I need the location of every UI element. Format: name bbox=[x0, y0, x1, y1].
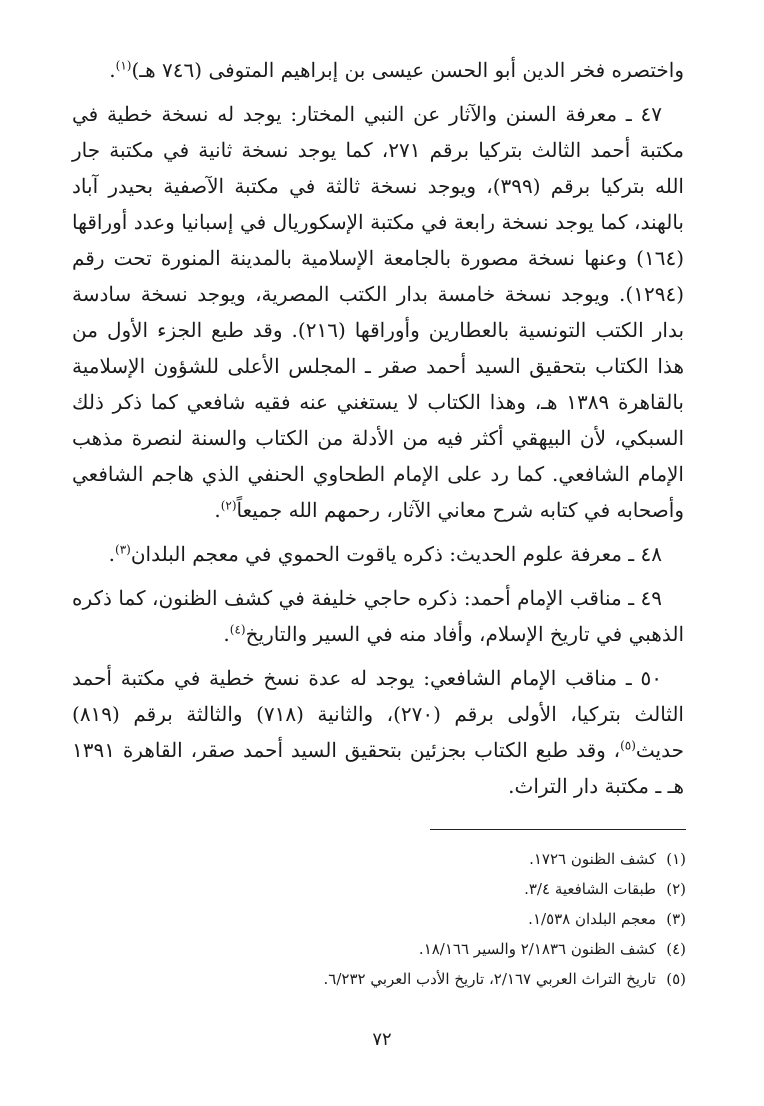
paragraph-text: ٤٩ ـ مناقب الإمام أحمد: ذكره حاجي خليفة في كشف الظنون، كما ذكره الذهبي في تاريخ الإسلام، وأفاد منه في السير والتاريخ bbox=[72, 586, 684, 646]
footnote-item bbox=[100, 904, 686, 934]
paragraph-text: ٤٨ ـ معرفة علوم الحديث: ذكره ياقوت الحموي في معجم البلدان bbox=[130, 542, 662, 566]
footnote-ref: (١) bbox=[115, 58, 132, 73]
footnote-item bbox=[100, 964, 686, 994]
footnote-number: (١) bbox=[666, 850, 686, 868]
paragraph-text: ٤٧ ـ معرفة السنن والآثار عن النبي المختار: يوجد له نسخة خطية في مكتبة أحمد الثالث بتركيا برقم ٢٧١، كما يوجد نسخة ثانية في مكتبة جار الله بتركيا برقم (٣٩٩)، ويوجد نسخة ثالثة في مكتبة الآصفية بحيدر آباد بالهند، كما يوجد نسخة رابعة في مكتبة الإسكوريال في إسبانيا وعدد أوراقها (١٦٤) وعنها نسخة مصورة بالجامعة الإسلامية بالمدينة المنورة تحت رقم (١٢٩٤). ويوجد نسخة خامسة بدار الكتب المصرية، ويوجد نسخة سادسة بدار الكتب التونسية بالعطارين وأوراقها (٢١٦). وقد طبع الجزء الأول من هذا الكتاب بتحقيق السيد أحمد صقر ـ المجلس الأعلى للشؤون الإسلامية بالقاهرة ١٣٨٩ هـ، وهذا الكتاب لا يستغني عنه فقيه شافعي كما ذكر ذلك السبكي، لأن البيهقي أكثر فيه من الأدلة من الكتاب والسنة لنصرة مذهب الإمام الشافعي. كما رد على الإمام الطحاوي الحنفي الذي هاجم الشافعي وأصحابه في كتابه شرح معاني الآثار، رحمهم الله جميعاً bbox=[72, 102, 685, 522]
paragraph-text-continued: ، وقد طبع الكتاب بجزئين بتحقيق السيد أحمد صقر، القاهرة ١٣٩١ هـ ـ مكتبة دار التراث. bbox=[72, 738, 684, 798]
footnote-item bbox=[100, 934, 686, 964]
footnote-ref: (٣) bbox=[115, 542, 131, 557]
entry-47 bbox=[72, 96, 684, 528]
entry-48 bbox=[72, 536, 684, 572]
footnote-number: (٤) bbox=[666, 940, 686, 958]
paragraph-text: ٥٠ ـ مناقب الإمام الشافعي: يوجد له عدة نسخ خطية في مكتبة أحمد الثالث بتركيا، الأولى برقم (٢٧٠)، والثانية (٧١٨) والثالثة برقم (٨١٩) حديث bbox=[72, 666, 684, 762]
paragraph-end: . bbox=[214, 498, 221, 522]
footnote-text: كشف الظنون ١٧٢٦. bbox=[529, 850, 656, 868]
footnote-text: تاريخ التراث العربي ٢/١٦٧، تاريخ الأدب العربي ٦/٢٣٢. bbox=[323, 970, 656, 988]
paragraph-continuation bbox=[72, 52, 684, 88]
footnote-item bbox=[100, 844, 686, 874]
footnote-text: كشف الظنون ٢/١٨٣٦ والسير ١٨/١٦٦. bbox=[418, 940, 656, 958]
footnote-number: (٢) bbox=[666, 880, 686, 898]
footnote-text: معجم البلدان ١/٥٣٨. bbox=[528, 910, 656, 928]
page-number: ٧٢ bbox=[372, 1029, 392, 1050]
main-text bbox=[72, 52, 684, 812]
paragraph-end: . bbox=[109, 58, 116, 82]
footnote-ref: (٢) bbox=[220, 498, 237, 513]
footnotes bbox=[100, 844, 686, 994]
footnote-item bbox=[100, 874, 686, 904]
footnote-number: (٥) bbox=[666, 970, 686, 988]
paragraph-end: . bbox=[223, 622, 230, 646]
footnote-separator bbox=[430, 829, 686, 830]
footnote-ref: (٤) bbox=[229, 622, 246, 637]
footnote-number: (٣) bbox=[666, 910, 686, 928]
paragraph-text: واختصره فخر الدين أبو الحسن عيسى بن إبراهيم المتوفى (٧٤٦ هـ) bbox=[131, 58, 684, 82]
entry-49 bbox=[72, 580, 684, 652]
footnote-ref: (٥) bbox=[620, 738, 636, 753]
paragraph-end: . bbox=[108, 542, 115, 566]
footnote-text: طبقات الشافعية ٣/٤. bbox=[524, 880, 656, 898]
entry-50 bbox=[72, 660, 684, 804]
